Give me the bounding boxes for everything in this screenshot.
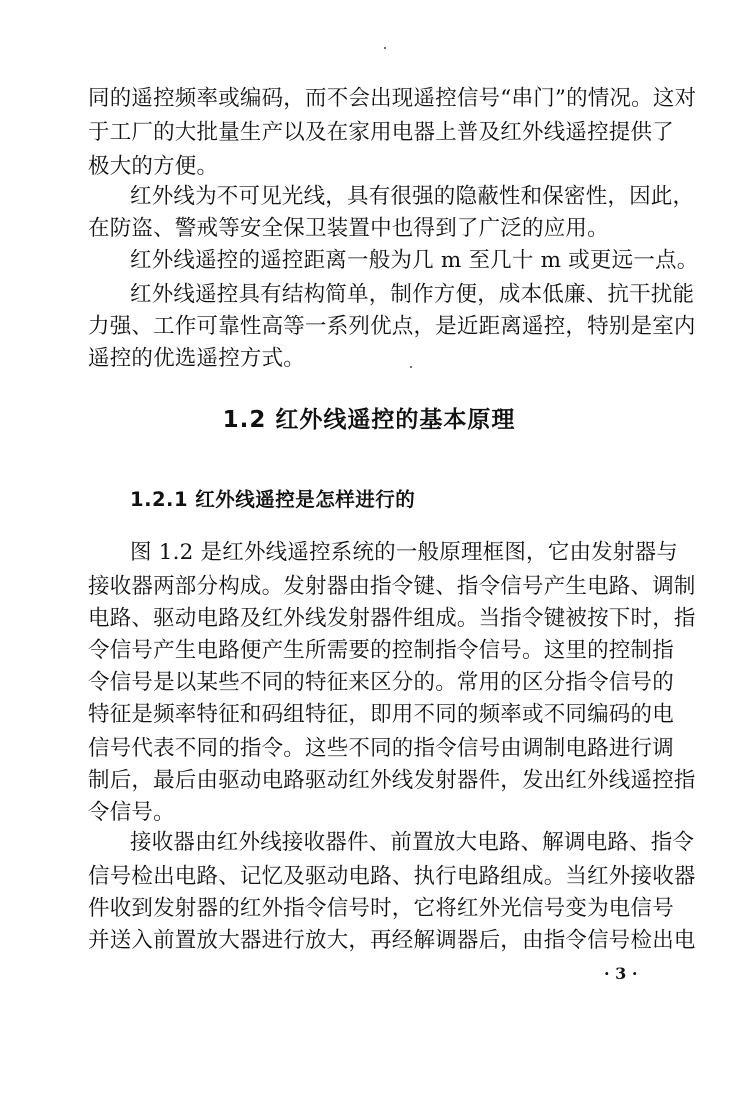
paragraph-2-line-1: 红外线为不可见光线，具有很强的隐蔽性和保密性，因此， [130, 184, 695, 209]
paragraph-5-line-3: 电路、驱动电路及红外线发射器件组成。当指令键被按下时，指 [88, 606, 696, 631]
paragraph-6-line-4: 并送入前置放大器进行放大，再经解调器后，由指令信号检出电 [88, 928, 696, 953]
paragraph-1-line-1: 同的遥控频率或编码，而不会出现遥控信号“串门”的情况。这对 [88, 86, 697, 111]
page-number: · 3 · [604, 964, 638, 983]
paragraph-5-line-9: 令信号。 [88, 800, 175, 825]
paragraph-5-line-5: 令信号是以某些不同的特征来区分的。常用的区分指令信号的 [88, 670, 674, 695]
paragraph-4-line-2: 力强、工作可靠性高等一系列优点，是近距离遥控，特别是室内 [88, 314, 696, 339]
section-heading: 1.2 红外线遥控的基本原理 [222, 407, 516, 433]
paragraph-5-line-7: 信号代表不同的指令。这些不同的指令信号由调制电路进行调 [88, 736, 674, 761]
paragraph-1-line-2: 于工厂的大批量生产以及在家用电器上普及红外线遥控提供了 [88, 120, 674, 145]
paragraph-4-line-1: 红外线遥控具有结构简单，制作方便，成本低廉、抗干扰能 [130, 282, 695, 307]
paragraph-5-line-6: 特征是频率特征和码组特征，即用不同的频率或不同编码的电 [88, 702, 674, 727]
paragraph-5-line-8: 制后，最后由驱动电路驱动红外线发射器件，发出红外线遥控指 [88, 768, 696, 793]
paragraph-6-line-1: 接收器由红外线接收器件、前置放大电路、解调电路、指令 [130, 830, 695, 855]
paragraph-2-line-2: 在防盗、警戒等安全保卫装置中也得到了广泛的应用。 [88, 216, 609, 241]
paragraph-4-line-3: 遥控的优选遥控方式。 [88, 346, 306, 371]
paragraph-5-line-2: 接收器两部分构成。发射器由指令键、指令信号产生电路、调制 [88, 574, 696, 599]
paragraph-6-line-2: 信号检出电路、记忆及驱动电路、执行电路组成。当红外接收器 [88, 864, 696, 889]
paragraph-6-line-3: 件收到发射器的红外指令信号时，它将红外光信号变为电信号 [88, 896, 674, 921]
paragraph-5-line-1: 图 1.2 是红外线遥控系统的一般原理框图，它由发射器与 [130, 540, 678, 565]
scan-speck [384, 47, 386, 49]
paragraph-5-line-4: 令信号产生电路便产生所需要的控制指令信号。这里的控制指 [88, 638, 674, 663]
paragraph-3-line-1: 红外线遥控的遥控距离一般为几 m 至几十 m 或更远一点。 [130, 248, 699, 273]
paragraph-1-line-3: 极大的方便。 [88, 154, 219, 179]
subsection-heading: 1.2.1 红外线遥控是怎样进行的 [130, 488, 416, 511]
